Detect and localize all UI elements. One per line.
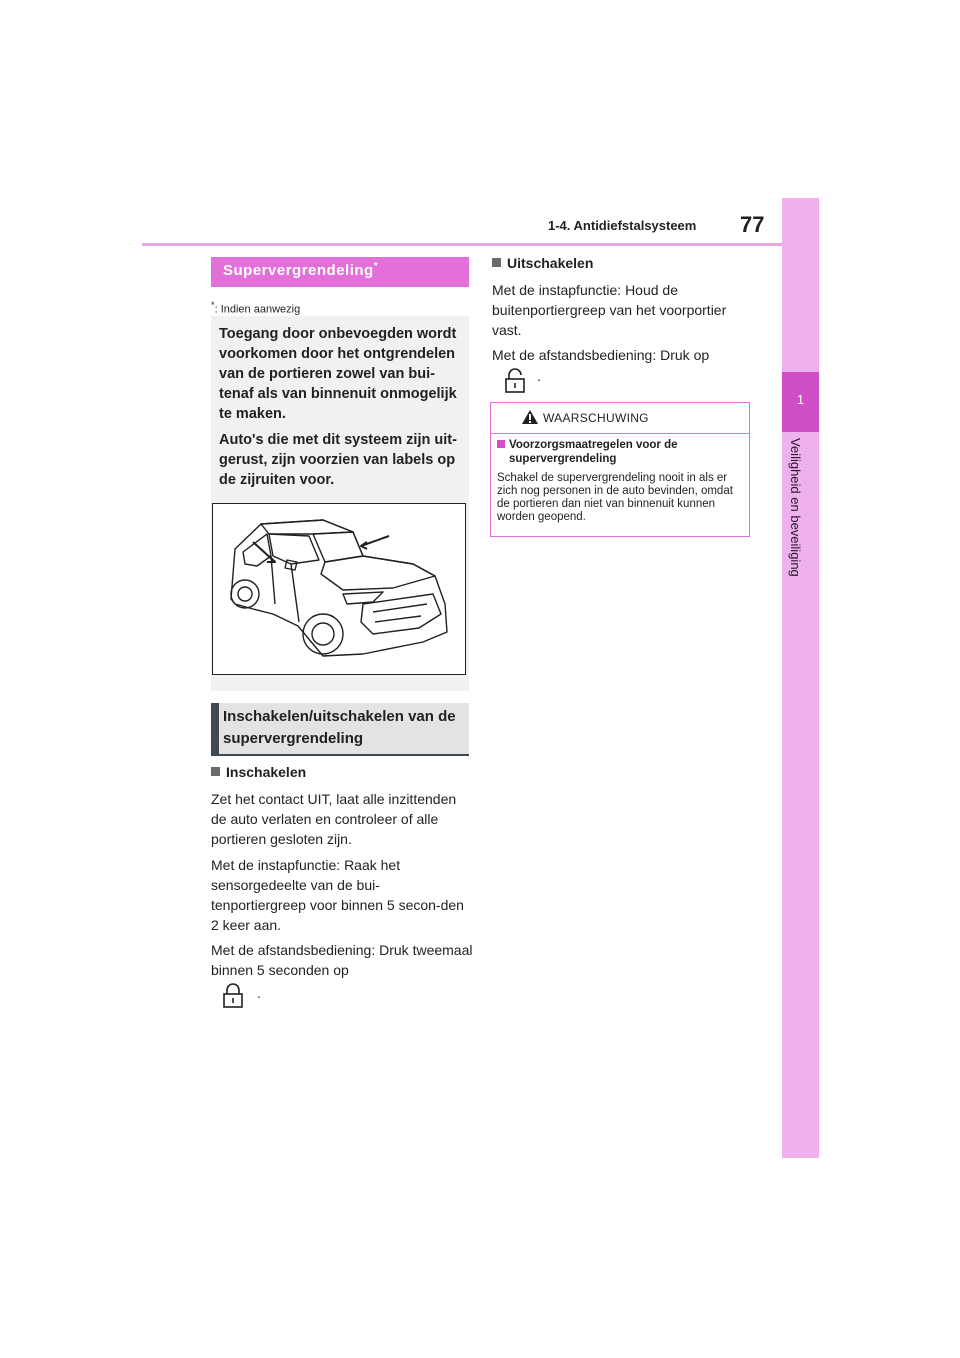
header-rule	[142, 243, 782, 246]
warning-box	[490, 402, 750, 537]
inschakelen-subheading: Inschakelen	[211, 764, 306, 780]
inschakelen-paragraph-1: Zet het contact UIT, laat alle inzittenden de auto verlaten en controleer of alle portieren gesloten zijn.	[211, 791, 457, 847]
warning-triangle-icon	[521, 409, 539, 425]
uitschakelen-paragraph-1: Met de instapfunctie: Houd de buitenportiergreep van het voorportier vast.	[492, 282, 727, 338]
inschakelen-paragraph-2: Met de instapfunctie: Raak het sensorgedeelte van de bui-tenportiergreep voor binnen 5 secon-den 2 keer aan.	[211, 857, 464, 933]
title-footnote-marker: *	[373, 261, 379, 272]
supervergrendeling-title-text: Supervergrendeling	[223, 262, 374, 279]
uitschakelen-paragraph-2: Met de afstandsbediening: Druk op	[492, 347, 710, 363]
inschakelen-paragraph-3: Met de afstandsbediening: Druk tweemaal binnen 5 seconden op	[211, 942, 473, 978]
lock-icon	[222, 983, 244, 1014]
warning-subheading: Voorzorgsmaatregelen voor de supervergrendeling	[497, 438, 753, 466]
supervergrendeling-title	[223, 261, 378, 279]
chapter-side-tab	[782, 198, 819, 1158]
uitschakelen-subheading: Uitschakelen	[492, 255, 593, 271]
page-number: 77	[740, 212, 765, 237]
warning-title: WAARSCHUWING	[543, 411, 649, 425]
unlock-icon	[504, 368, 526, 399]
unlock-suffix: .	[537, 368, 541, 384]
suv-drawing-icon	[213, 504, 465, 674]
footnote-marker: *	[211, 300, 215, 310]
chapter-label: Veiligheid en beveiliging	[788, 438, 803, 577]
footnote	[211, 300, 300, 316]
warning-text: Schakel de supervergrendeling nooit in als er zich nog personen in de auto bevinden, omdat de portieren dan niet van binnenuit kunnen worden geopend.	[497, 472, 733, 523]
chapter-number: 1	[796, 392, 805, 407]
warning-header	[491, 403, 749, 434]
section-title: 1-4. Antidiefstalsysteem	[548, 218, 697, 233]
intro-paragraph-2: Auto's die met dit systeem zijn uit-gerust, zijn voorzien van labels op de zijruiten voor.	[219, 432, 457, 488]
footnote-text: : Indien aanwezig	[214, 303, 301, 316]
inschakelen-uitschakelen-heading: Inschakelen/uitschakelen van de supervergrendeling	[223, 708, 456, 747]
car-illustration	[212, 503, 466, 675]
lock-suffix: .	[257, 985, 261, 1001]
intro-paragraph-1: Toegang door onbevoegden wordt voorkomen door het ontgrendelen van de portieren zowel van bui-tenaf als van binnenuit onmogelijk te maken.	[219, 326, 457, 422]
